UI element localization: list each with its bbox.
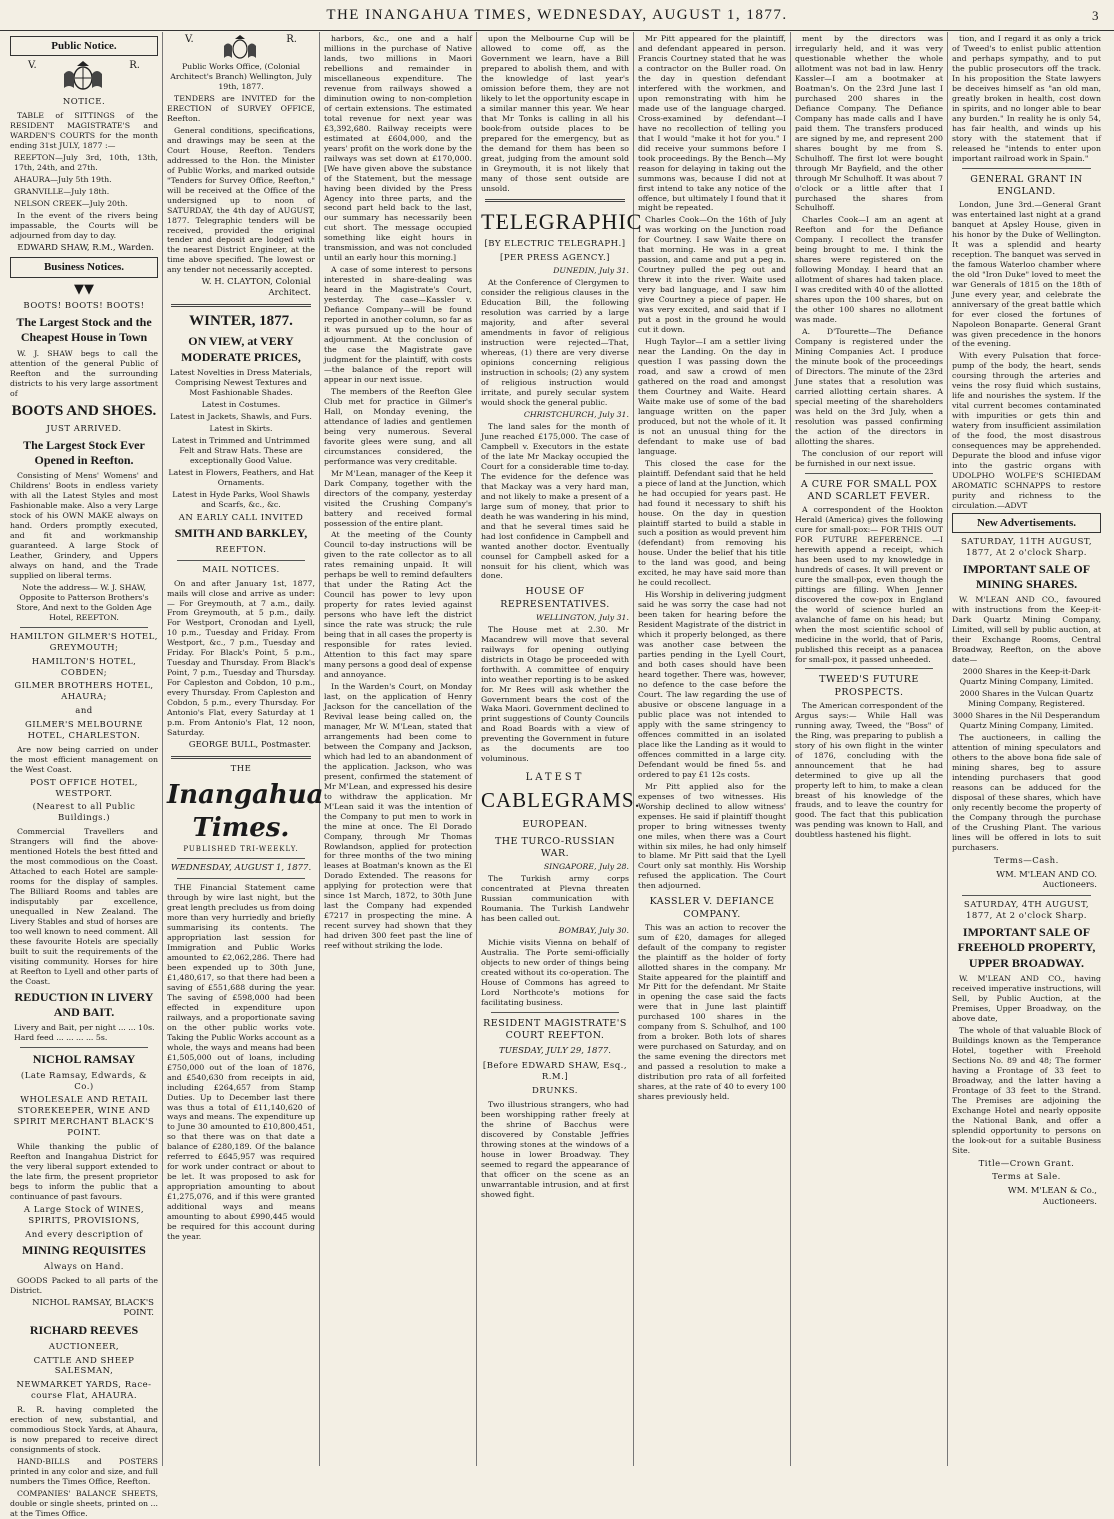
every-desc: And every description of bbox=[25, 1229, 143, 1240]
auctioneer-label: AUCTIONEER, bbox=[48, 1341, 120, 1352]
tri-weekly: PUBLISHED TRI-WEEKLY. bbox=[183, 845, 299, 854]
dateline-singapore: SINGAPORE, July 28. bbox=[543, 862, 629, 872]
divider bbox=[20, 1047, 148, 1048]
mclean1-text: W. M'LEAN AND CO., favoured with instructions from the Keep-it-Dark Quartz Mining Company, Limited, will sell by public auction, at their Exchange Rooms, Central Broadway, Reefton, on the above date— bbox=[952, 595, 1101, 665]
divider bbox=[171, 756, 311, 759]
col4-text-2: At the Conference of Clergymen to consider the religious clauses in the Education Bill, the following resolution was carried by a large majority, and after several amendments in favor of religious instruction were rejected—That, whereas, (1) there are very diverse opinions concerning religious instruction in schools; (2) any system of religious instruction would irritate, and purely secular system would shock the general public. bbox=[481, 278, 629, 407]
col4-text-7: Two illustrious strangers, who had been worshipping rather freely at the shrine of Bacchus were discovered by Constable Jeffries throwing stones at the windows of a house in lower Broadway. They seemed to regard the appearance of that officer on the scene as an unwarrantable intrusion, and at first showed fight. bbox=[481, 1099, 629, 1199]
divider bbox=[805, 668, 933, 669]
the-label: THE bbox=[230, 763, 252, 774]
col3-text-3: The members of the Reefton Glee Club met for practice in Gilmer's Hall, on Monday evening, the attendance of ladies and gentlemen being very numerous. Several favorite glees were sung, and all circumstances considered, the performance was very creditable. bbox=[324, 386, 472, 466]
dateline-christchurch: CHRISTCHURCH, July 31. bbox=[523, 409, 629, 419]
column-6 bbox=[791, 32, 948, 1466]
boot-icon: ▼▼ bbox=[74, 281, 94, 297]
reduction-heading: REDUCTION IN LIVERY AND BAIT. bbox=[14, 989, 154, 1020]
tenders-text: General conditions, specifications, and drawings may be seen at the Court House, Reefton. Tenders addressed to the Hon. the Minister of Public Works, and marked outside "Tenders for Survey Office, Reefton," will be received at the Office of the undersigned up to noon of SATURDAY, the 4th day of AUGUST, 1877. Telegraphic tenders will be received, provided the original tender and deposit are lodged with the nearest District Engineer, at the time above specified. The lowest or any tender not necessarily accepted. bbox=[167, 125, 315, 275]
masthead-title: THE INANGAHUA TIMES, WEDNESDAY, AUGUST 1, 1877. bbox=[326, 6, 788, 23]
royal-crest-icon bbox=[220, 34, 260, 62]
col3-text-1: harbors, &c., one and a half millions in the purchase of Native lands, two millions in Maori rebellions and remainder in miscellaneous expenditure. The revenue from railways showed a diminution owing to non-completion of certain extensions. The estimated total revenue for next year was £3,392,680. Railway receipts were estimated at £604,000, and the years' profit on the work done by the railways was set down at £170,000. [We have given above the substance of the Statement, but the message having been divided by the Press Agency into three parts, and the second part held back to the last, our summary has necessarily been cut short. The message occupied something like eight hours in transmission, and was not concluded until an early hour this morning.] bbox=[324, 34, 472, 263]
divider bbox=[805, 473, 933, 474]
latest-line-4: Latest in Trimmed and Untrimmed Felt and Straw Hats. These are exceptionally Good Value. bbox=[172, 435, 310, 465]
crest-v: V. bbox=[28, 60, 37, 72]
nearest-note: (Nearest to all Public Buildings.) bbox=[32, 802, 136, 824]
divider bbox=[177, 560, 305, 561]
business-notices-heading: Business Notices. bbox=[10, 257, 158, 277]
paper-title: Inangahua Times. bbox=[167, 779, 324, 844]
wholesale-line: WHOLESALE AND RETAIL STOREKEEPER, WINE AND SPIRIT MERCHANT BLACK'S POINT. bbox=[13, 1095, 155, 1139]
terms-at-sale: Terms at Sale. bbox=[992, 1172, 1061, 1183]
col7-text-3: With every Pulsation that force-pump of the body, the heart, sends coursing through the arteries and veins the rosy fluid which sustains, life and nourishes the system. If the vital current becomes contaminated with impurities or gets thin and watery from insufficient assimilation of the food, the most disastrous consequences may be apprehended. Depurate the blood and infuse vigor into the gastric organs with UDOLPHO WOLFE'S SCHIEDAM AROMATIC SCHNAPPS to restore purity and richness to the circulation.—ADVT bbox=[952, 351, 1101, 510]
crest-row bbox=[10, 60, 158, 94]
col6-text-5: A correspondent of the Hookton Herald (America) gives the following cure for small-pox:— FOR THIS OUT FOR FUTURE REFERENCE. —I herewith append a receipt, which has been used to my knowledge in hundreds of cases. It will prevent or cure the small-pox, even though the pittings are filling. When Jenner discovered the cow-pox in England the world of science hurled an avalanche of fame on his head; but when the most scientific school of medicine in the world, that of Paris, published this receipt as a panacea for small-pox, it passed unheeded. bbox=[795, 504, 943, 664]
hotel-4: GILMER'S MELBOURNE HOTEL, CHARLESTON. bbox=[24, 720, 144, 741]
crest-r: R. bbox=[286, 34, 297, 45]
divider bbox=[485, 199, 625, 202]
crest-r: R. bbox=[129, 60, 140, 72]
column-3 bbox=[320, 32, 477, 1466]
column-1 bbox=[6, 32, 163, 1518]
on-view-heading: ON VIEW, at VERY MODERATE PRICES, bbox=[181, 334, 301, 364]
col7-text-1: tion, and I regard it as only a trick of Tweed's to enlist public attention and perhaps sympathy, and to put the public prosecutors off the track. In his proposition the State lawyers be deceives himself as "an old man, greatly broken in health, cost down in spirits, and no longer able to bear any burden." In reality he is only 54, has fair health, and winds up his story with the statement that if released he "intends to enter upon important railroad work in Spain." bbox=[952, 34, 1101, 163]
sitting-nelson-creek: NELSON CREEK—July 20th. bbox=[14, 198, 128, 208]
early-call: AN EARLY CALL INVITED bbox=[178, 512, 304, 523]
column-2 bbox=[163, 32, 324, 1466]
latest-label: LATEST bbox=[525, 772, 585, 784]
hotel-and: and bbox=[75, 706, 93, 717]
royal-crest-icon bbox=[58, 60, 108, 94]
col5-text-7: This was an action to recover the sum of £20, damages for alleged default of the company to register the plaintiff as the holder of forty allotted shares in the company. Mr Staite appeared for the plaintiff and Mr Pitt for the defendant. Mr Staite in opening the case said the facts were that in June last plaintiff purchased 100 shares in the company from S. Schulhof, and 100 from a broker. Both lots of shares were purchased on Saturday, and on the same evening the directors met and passed a resolution to make a distribution pro rata of all forfeited shares, at the rate of 40 to every 100 shares previously held. bbox=[638, 922, 786, 1102]
sitting-reefton: REEFTON—July 3rd, 10th, 13th, 17th, 24th, and 27th. bbox=[14, 152, 158, 172]
divider bbox=[177, 858, 305, 859]
sale1-heading: IMPORTANT SALE OF MINING SHARES. bbox=[962, 561, 1091, 592]
nichol-text: While thanking the public of Reefton and Inangahua District for the very liberal support extended to the late firm, the present proprietor begs to inform the public that a continuance of past favours. bbox=[10, 1141, 158, 1201]
reeves-text: R. R. having completed the erection of new, substantial, and commodious Stock Yards, at Ahaura, is now prepared to receive direct consignments of stock. bbox=[10, 1405, 158, 1454]
mail-text: On and after January 1st, 1877, mails will close and arrive as under:— For Greymouth, at 7 a.m., daily. From Greymouth, at 5 p.m., daily. For Westport, Cronodan and Lyell, 10 p.m., Tuesday and Friday. From Westport, &c., 7 p.m., Tuesday and Friday. For Black's Point, 5 p.m., Tuesday and Thursday. From Black's Point, 7 p.m., Tuesday and Thursday. For Capleston and Cobdon, 10 p.m., every Thursday. From Capleston and Cobdon, 5 p.m., every Thursday. For Antonio's Flat, every Saturday at 1 p.m. From Antonio's Flat, 12 noon, Saturday. bbox=[167, 578, 315, 738]
winter-heading: WINTER, 1877. bbox=[189, 313, 293, 330]
mining-requisites: MINING REQUISITES bbox=[22, 1243, 146, 1258]
sitting-ahaura: AHAURA—July 5th 19th. bbox=[14, 174, 112, 184]
columns bbox=[6, 32, 1108, 1518]
col3-text-5: At the meeting of the County Council to-day instructions will be given to the rate collector as to all rates remaining unpaid. It will perhaps be well to remind defaulters that under the Rating Act the Council has power to levy upon property for rates levied against persons who have left the district since the rate was struck; the rule being that in all cases the property is responsible for rates levied. Attention to this fact may spare many persons a good deal of expense and annoyance. bbox=[324, 530, 472, 680]
smith-location: REEFTON. bbox=[215, 544, 267, 555]
cattle-label: CATTLE AND SHEEP SALESMAN, bbox=[33, 1355, 135, 1377]
press-agency: [PER PRESS AGENCY.] bbox=[500, 252, 610, 263]
title-crown: Title—Crown Grant. bbox=[978, 1158, 1075, 1169]
auct-text: The auctioneers, in calling the attention of mining speculators and others to the above bona fide sale of mining shares, beg to assure intending purchasers that good reasons can be adduced for the disposal of these shares, which have only recently become the property of the Company through the purchase of the Crushing Plant. The various lines will be offered in lots to suit purchasers. bbox=[952, 733, 1101, 852]
largest-stock-heading: The Largest Stock and the Cheapest House in Town bbox=[16, 315, 152, 345]
novelties-text: Latest Novelties in Dress Materials, Comprising Newest Textures and Most Fashionable Shades. bbox=[169, 368, 313, 397]
editorial-dateline: WEDNESDAY, AUGUST 1, 1877. bbox=[170, 863, 312, 874]
sittings-text: TABLE of SITTINGS of the RESIDENT MAGISTRATE'S and WARDEN'S COURTS for the month ending 31st JULY, 1877 :— bbox=[10, 110, 158, 150]
nichol-ramsay-heading: NICHOL RAMSAY bbox=[32, 1052, 136, 1067]
sale2-date: SATURDAY, 4TH AUGUST, 1877, At 2 o'clock Sharp. bbox=[963, 900, 1090, 922]
commercial-text: Commercial Travellers and Strangers will find the above-mentioned Hotels the best fitted and the most commodious on the Coast. Attached to each Hotel are sample-rooms for the display of samples. The Billiard Rooms and tables are indisputably par excellence, unequalled in New Zealand. The Livery Stables and stud of horses are too well known to need comment. All these favourite Hotels are specially built to suit the requirements of the visiting community. Horses for hire at Reefton to Lyell and other parts of the Coast. bbox=[10, 827, 158, 986]
share-line-2: 2000 Shares in the Vulcan Quartz Mining Company, Registered. bbox=[959, 689, 1094, 709]
col5-text-2: Charles Cook—On the 16th of July I was working on the Junction road for Courtney. I saw Waite there on that morning. He was in a great passion, and came and put a peg in. Courtney pulled the peg out and threw it into the river. Waite used very bad language, and I saw him give Courtney a piece of paper. He was very excited, and said that if I put a post in the ground he would cut it down. bbox=[638, 215, 786, 335]
divider bbox=[962, 168, 1091, 169]
terms-cash: Terms—Cash. bbox=[994, 855, 1059, 866]
always-on-hand: Always on Hand. bbox=[44, 1261, 124, 1272]
col5-text-1: Mr Pitt appeared for the plaintiff, and defendant appeared in person. Francis Courtney stated that he was a contractor on the Buller road. On the day in question defendant interfered with the workmen, and upon remonstrating with him he made use of the language charged. Cross-examined by defendant—I have no recollection of telling you that I would "make it hot for you." I did receive your summons before I took proceedings. By the Bench—My reason for delaying in taking out the summons was, because I did not at first intend to take any notice of the offence, but ultimately I found that it might be repeated. bbox=[638, 34, 786, 213]
column-7 bbox=[948, 32, 1105, 1466]
shaw-address: Note the address— W. J. SHAW, Opposite to Patterson Brothers's Store, And next to the Golden Age Hotel, REEFTON. bbox=[16, 583, 152, 622]
handbills-text: HAND-BILLS and POSTERS printed in any color and size, and full numbers the Times Office, Reefton. bbox=[10, 1456, 158, 1486]
latest-line-2: Latest in Jackets, Shawls, and Furs. bbox=[170, 411, 312, 421]
col4-text-4: The House met at 2.30. Mr Macandrew will move that several railways for opening outlying districts in Otago be proceeded with forthwith. A committee of enquiry into weather reporting is to be asked for. Mr Rees will ask whether the Government bears the cost of the Waka Maori. Government declined to print suggestions of County Councils and Road Boards with a view of preventing the Government in future as the documents are too voluminous. bbox=[481, 624, 629, 764]
house-heading: HOUSE OF REPRESENTATIVES. bbox=[500, 586, 610, 610]
rivers-text: In the event of the rivers being impassable, the Courts will be adjourned from day to day. bbox=[10, 210, 158, 240]
resident-court-heading: RESIDENT MAGISTRATE'S COURT REEFTON. bbox=[483, 1017, 627, 1042]
latest-line-6: Latest in Hyde Parks, Wool Shawls and Scarfs, &c., &c. bbox=[172, 489, 310, 509]
richard-reeves-heading: RICHARD REEVES bbox=[29, 1323, 139, 1338]
nichol-signature: NICHOL RAMSAY, BLACK'S POINT. bbox=[32, 1297, 154, 1319]
col6-text-4: The conclusion of our report will be furnished in our next issue. bbox=[795, 448, 943, 468]
col3-text-6: In the Warden's Court, on Monday last, on the application of Henry Jackson for the cancellation of the Revival lease being called on, the manager, Mr W. M'Lean, stated that arrangements had been come to between the Company and Jackson, which had led to an abandonment of the application. Jackson, who was present, confirmed the statement of Mr M'Lean, and expressed his desire to withdraw the application. Mr M'Lean said it was the intention of the Company to put men to work in the mine at once. The El Dorado Company, through Mr Thomas Rowlandson, applied for protection for three months of the two mining leases at Boatman's known as the El Dorado Extended. The reasons for applying for protection were that since 1st March, 1872, to 30th June last the Company had expended £7217 in prospecting the mine. A recent survey had shown that they had driven 300 feet past the line of reef without striking the lode. bbox=[324, 682, 472, 951]
divider bbox=[491, 1012, 619, 1013]
drunks-heading: DRUNKS. bbox=[532, 1085, 578, 1096]
balance-sheets-text: COMPANIES' BALANCE SHEETS, double or single sheets, printed on ... at the Times Office. bbox=[10, 1488, 158, 1518]
col7-text-2: London, June 3rd.—General Grant was entertained last night at a grand banquet at Apsley House, given in his honor by the Duke of Wellington. It was a splendid and hearty reception. The banquet was served in the famous Waterloo chamber where the old "Iron Duke" loved to meet the war Generals of 1815 on the 18th of June every year, and celebrate the anniversary of the great battle which for ever closed the fortunes of Napoleon Bonaparte. General Grant was given precedence in the honors of the evening. bbox=[952, 199, 1101, 349]
newmarket-label: NEWMARKET YARDS, Race-course Flat, AHAURA. bbox=[16, 1380, 152, 1402]
dateline-wellington: WELLINGTON, July 31. bbox=[536, 612, 629, 622]
cablegrams-heading: CABLEGRAMS. bbox=[481, 788, 641, 813]
crest-v: V. bbox=[185, 34, 194, 45]
latest-line-1: Latest in Costumes. bbox=[201, 399, 281, 409]
sale2-heading: IMPORTANT SALE OF FREEHOLD PROPERTY, UPPER BROADWAY. bbox=[957, 925, 1096, 970]
col3-text-4: Mr M'Lean, manager of the Keep it Dark Company, together with the directors of the company, yesterday visited the Crushing Company's battery and received formal possession of the entire plant. bbox=[324, 468, 472, 528]
mclean-signature-1: WM. M'LEAN AND CO. Auctioneers. bbox=[996, 869, 1097, 891]
dateline-dunedin: DUNEDIN, July 31. bbox=[553, 266, 629, 276]
kassler-heading: KASSLER V. DEFIANCE COMPANY. bbox=[649, 896, 775, 920]
mail-notices-heading: MAIL NOTICES. bbox=[202, 564, 280, 575]
goods-packed: GOODS Packed to all parts of the District. bbox=[10, 1275, 158, 1295]
col6-text-1: ment by the directors was irregularly held, and it was very questionable whether the whole allotment was not bad in law. Henry Kassler—I am a bootmaker at Boatman's. On the 23rd June last I purchased 200 shares in the Defiance Company. The Defiance Company has made calls and I have paid them. The transfers produced are signed by me, and represent 200 shares bought by me from S. Schulhoff. The first lot were bought through Mr Bayfield, and the other through Mr Schulhoff. It was about 7 o'clock or a little after that I purchased the shares from Schulhoff. bbox=[795, 34, 943, 213]
new-ads-heading: New Advertisements. bbox=[952, 513, 1101, 533]
boots-shoes-heading: BOOTS AND SHOES. bbox=[11, 402, 157, 419]
hotel-3: GILMER BROTHERS HOTEL, AHAURA; bbox=[14, 681, 154, 703]
dateline-bombay: BOMBAY, July 30. bbox=[558, 926, 629, 936]
tenders-heading: TENDERS are INVITED for the ERECTION of SURVEY OFFICE, Reefton. bbox=[167, 93, 315, 123]
grant-heading: GENERAL GRANT IN ENGLAND. bbox=[970, 173, 1083, 197]
col4-text-6: Michie visits Vienna on behalf of Australia. The Porte semi-officially objects to new order of things being created without its co-operation. The House of Commons has agreed to Lord Northcote's motions for facilitating business. bbox=[481, 938, 629, 1008]
column-4 bbox=[477, 32, 643, 1466]
mclean-signature-2: WM. M'LEAN & Co., Auctioneers. bbox=[1007, 1186, 1097, 1208]
stock-of: A Large Stock of WINES, SPIRITS, PROVISIONS, bbox=[23, 1204, 145, 1226]
col5-text-5: His Worship in delivering judgment said he was sorry the case had not been taken for hearing before the Resident Magistrate of the district in which it properly belonged, as there was another case between the parties pending in the Lyell Court, and both cases should have been heard together. There was, however, no defence to the case before the Court. The law regarding the use of abusive or obscene language in a public place was not intended to apply with the same stringency to offences committed in an isolated place like the Landing as it would to offences committed in a large city. Defendant would be fined 5s. and ordered to pay £1 12s costs. bbox=[638, 590, 786, 779]
crest-row bbox=[167, 34, 315, 62]
col4-text-1: upon the Melbourne Cup will be allowed to come off, as the Government we learn, have a Bill prepared to abolish them, and with the knowledge of last year's omission before them, they are not likely to let the opportunity escape in a similar manner this year. We hear that Mr Tonks is calling in all his book-from outside places to be prepared for the emergency, but as the demand for them has been so great, judging from the amount sold in Greymouth, it is not likely that many of those sent outside are unsold. bbox=[481, 34, 629, 193]
consisting-text: Consisting of Mens' Womens' and Childrens' Boots in endless variety with all the Latest Styles and most Fashionable make. Also a very Large stock of his OWN MAKE always on hand. Orders promptly executed, and fit and workmanship guaranteed. A large Stock of Leather, Grindery, and Uppers always on hand, and the Trade supplied on liberal terms. bbox=[10, 471, 158, 581]
livery-night: Livery and Bait, per night ... ... 10s. bbox=[14, 1023, 155, 1033]
tweed-heading: TWEED'S FUTURE PROSPECTS. bbox=[819, 674, 919, 698]
col6-text-6: The American correspondent of the Argus says:— While Hall was running away, Tweed, the "Boss" of the Ring, was preparing to publish a story of his own flight in the winter of 1876, concluding with the announcement that he had determined to give up all the property left to him, to make a clean breast of his knowledge of the frauds, and to leave the country for good. The fact that this publication was pending was known to Hall, and doubtless hastened his flight. bbox=[795, 700, 943, 840]
latest-line-5: Latest in Flowers, Feathers, and Hat Ornaments. bbox=[168, 467, 314, 487]
column-5 bbox=[634, 32, 791, 1466]
nichol-sub: (Late Ramsay, Edwards, & Co.) bbox=[20, 1070, 148, 1092]
col5-text-4: This closed the case for the plaintiff. Defendant said that he held a piece of land at the Junction, which he had occupied for years past. He had found it necessary to shift his house. On the day in question plaintiff started to build a stable in such a position as would prevent him (defendant) from removing his house. Under the belief that his title to the land was good, and being excited, he may have said more than he could recollect. bbox=[638, 458, 786, 588]
hotels-text: Are now being carried on under the most efficient management on the West Coast. bbox=[10, 744, 158, 774]
notice-heading: NOTICE. bbox=[62, 97, 106, 108]
divider bbox=[177, 878, 305, 879]
just-arrived: JUST ARRIVED. bbox=[46, 423, 122, 434]
col4-text-3: The land sales for the month of June reached £175,000. The case of Campbell v. Executors in the estate of the late Mr Mackay occupied the Court for a considerable time to-day. The evidence for the defence was that Mackay was a very hard man, and not likely to make a present of a large sum of money, that prior to death he was wandering in his mind, and that he several times said he had lost confidence in Campbell and wanted another doctor. Eventually counsel for Campbell asked for a nonsuit for his client, which was done. bbox=[481, 421, 629, 581]
col3-text-2: A case of some interest to persons interested in share-dealing was heard in the Magistrate's Court, yesterday. The case—Kassler v. Defiance Company—will be found reported in another column, so far as it was pursued up to the hour of adjournment. At the conclusion of the case the Magistrate gave judgment for the plaintiff, with costs—the balance of the report will appear in our next issue. bbox=[324, 265, 472, 384]
european-heading: EUROPEAN. bbox=[522, 818, 588, 830]
col5-text-3: Hugh Taylor—I am a settler living near the Landing. On the day in question I was passing down the road, and saw a crowd of men gathered on the road and amongst them Courtney and Waite. Heard Waite make use of some of the bad language written on the paper produced, but not the whole of it. It is not an unusual thing for the defendant to make use of bad language. bbox=[638, 337, 786, 456]
cure-heading: A CURE FOR SMALL POX AND SCARLET FEVER. bbox=[800, 478, 938, 502]
col4-text-5: The Turkish army corps concentrated at Plevna threaten Russian communication with Roumania. The Turkish Landwehr has been called out. bbox=[481, 874, 629, 924]
public-notice-heading: Public Notice. bbox=[10, 36, 158, 56]
shaw-text: W. J. SHAW begs to call the attention of the general Public of Reefton and the surrounding districts to his very large assortment of bbox=[10, 348, 158, 398]
turco-heading: THE TURCO-RUSSIAN WAR. bbox=[494, 836, 616, 860]
bull-signature: GEORGE BULL, Postmaster. bbox=[188, 740, 311, 751]
divider bbox=[20, 627, 148, 628]
sitting-granville: GRANVILLE—July 18th. bbox=[14, 186, 110, 196]
col6-text-2: Charles Cook—I am an agent at Reefton and for the Defiance Company. I recollect the transfer being brought to me. I think the shares were registered on the following Monday. I heard that an allotment of shares had taken place. I was credited with 40 of the allotted shares upon the 100 shares, but on the other 100 shares no allotment was made. bbox=[795, 215, 943, 325]
share-line-3: 3000 Shares in the Nil Desperandum Quartz Mining Company, Limited. bbox=[953, 711, 1100, 731]
rm-signature: EDWARD SHAW, R.M., Warden. bbox=[17, 242, 154, 253]
freehold-text: The whole of that valuable Block of Buildings known as the Temperance Hotel, together with Freehold Sections No. 89 and 48; The former having a Frontage of 33 feet to Broadway, and the latter having a Frontage of 33 feet to the Strand. The Premises are adjoining the Exchange Hotel and nearly opposite the National Bank, and offer a splendid opportunity to persons on the look-out for a suitable Business Site. bbox=[952, 1026, 1101, 1155]
before-shaw: [Before EDWARD SHAW, Esq., R.M.] bbox=[482, 1061, 628, 1083]
hotel-2: HAMILTON'S HOTEL, COBDEN; bbox=[31, 656, 137, 678]
editorial-text: THE Financial Statement came through by wire last night, but the great length precludes us from doing more than very hurriedly and briefly summarising its contents. The appropriation last session for Immigration and Public Works amounted to £2,062,286. There had been expended up to 30th June, £1,480,617, so that there had been a saving of £551,688 during the year. The saving of £598,000 had been effected in expenditure upon railways, and a proportionate saving on the other public works vote. Taking the Public Works account as a whole, the ways and means had been £1,505,000 out of loans, including £750,000 out of the loan of 1876, and £540,630 from receipts in aid, including £264,657 from Stamp Duties. Up to December last there was thus a total of £11,140,620 of ways and means. The expenditure up to June 30 amounted to £10,800,451, so that there was on that date a balance of £280,189. Of the balance referred to £645,957 was required for work under contract or about to be let. It was proposed to ask for appropriation amounting to about £1,275,076, and if this were granted additional ways and means amounting to about £990,445 would be required for this account during the year. bbox=[167, 883, 315, 1242]
page-masthead bbox=[0, 0, 1114, 31]
divider bbox=[962, 895, 1091, 896]
by-electric: [BY ELECTRIC TELEGRAPH.] bbox=[484, 238, 626, 249]
col6-text-3: A. D'Tourette—The Defiance Company is registered under the Mining Companies Act. I produce the minute book of the proceedings of Directors. The minute of the 23rd June states that a resolution was carried allotting certain shares. A special meeting of the shareholders was held on the 3rd July, when a resolution was passed confirming the action of the directors in allotting the shares. bbox=[795, 327, 943, 446]
telegraphic-heading: TELEGRAPHIC bbox=[481, 208, 643, 234]
divider bbox=[171, 304, 311, 307]
latest-line-3: Latest in Skirts. bbox=[209, 423, 273, 433]
page-number: 3 bbox=[1092, 8, 1100, 23]
post-office-hotel: POST OFFICE HOTEL, WESTPORT. bbox=[29, 777, 139, 799]
largest-ever-heading: The Largest Stock Ever Opened in Reefton. bbox=[23, 437, 145, 468]
sale1-date: SATURDAY, 11TH AUGUST, 1877, At 2 o'clock Sharp. bbox=[960, 537, 1093, 558]
mclean2-text: W. M'LEAN AND CO., having received imperative instructions, will Sell, by Public Auction, at the Premises, Upper Broadway, on the above date, bbox=[952, 974, 1101, 1024]
hotel-1: HAMILTON GILMER'S HOTEL, GREYMOUTH; bbox=[10, 631, 158, 653]
share-line-1: 2000 Shares in the Keep-it-Dark Quartz Mining Company, Limited. bbox=[959, 667, 1094, 687]
boots-heading: BOOTS! BOOTS! BOOTS! bbox=[23, 301, 145, 312]
hard-feed: Hard feed ... ... ... ... 5s. bbox=[14, 1033, 108, 1043]
court-date: TUESDAY, JULY 29, 1877. bbox=[499, 1046, 611, 1057]
col5-text-6: Mr Pitt applied also for the expenses of two witnesses. His Worship declined to allow witness' expenses. He said if plaintiff thought proper to bring witnesses twenty one miles, when there was a Court within six miles, he had only himself to blame. Mr Pitt said that the Lyell Court only sat monthly. His Worship refused the application. The Court then adjourned. bbox=[638, 781, 786, 891]
clayton-signature: W. H. CLAYTON, Colonial Architect. bbox=[201, 277, 311, 299]
smith-barkley: SMITH AND BARKLEY, bbox=[174, 526, 308, 541]
pwo-text: Public Works Office, (Colonial Architect's Branch) Wellington, July 19th, 1877. bbox=[170, 62, 312, 91]
